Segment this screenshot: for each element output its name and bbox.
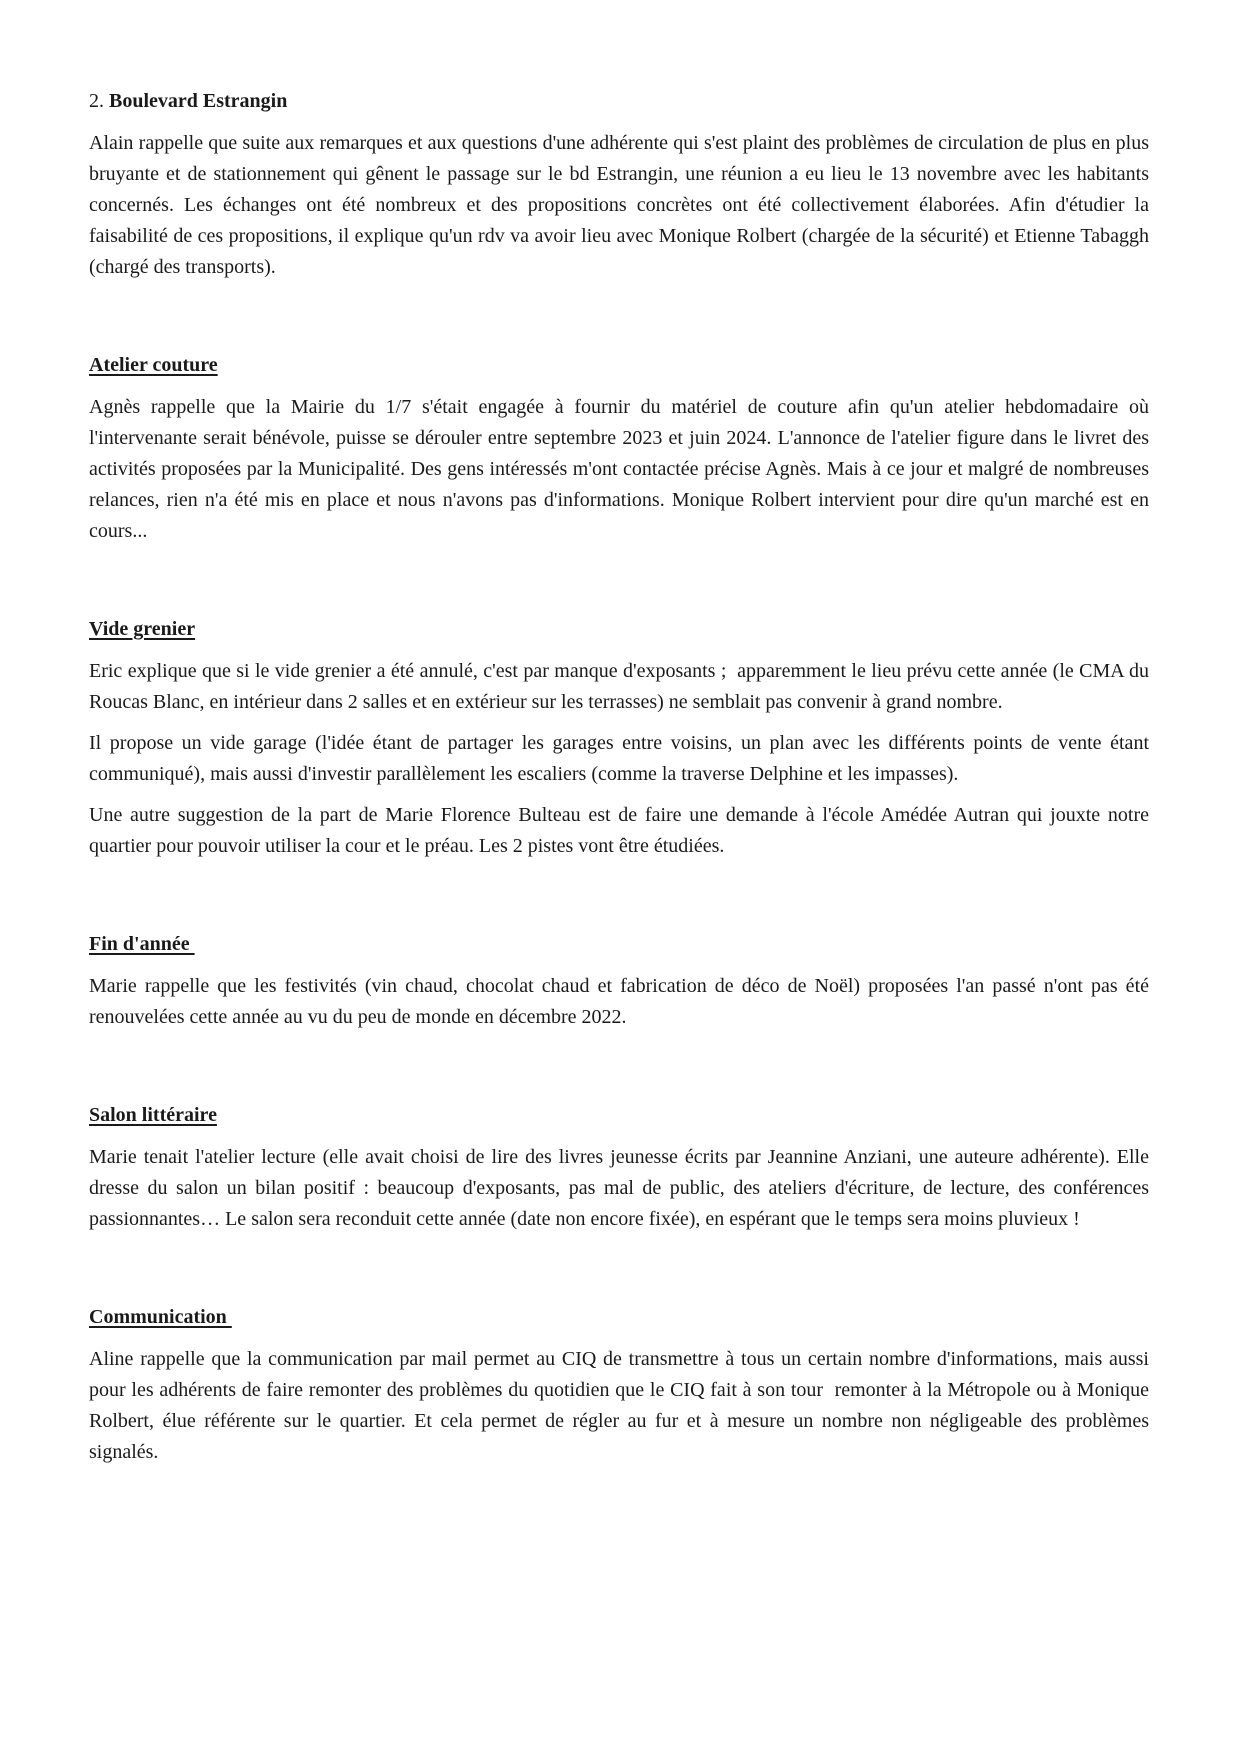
paragraph: Alain rappelle que suite aux remarques et aux questions d'une adhérente qui s'est plaint des problèmes de circulation de plus en plus bruyante et de stationnement qui gênent le passage sur le bd Estrangin, une réunion a eu lieu le 13 novembre avec les habitants concernés. Les échanges ont été nombreux et des propositions concrètes ont été collectivement élaborées. Afin d'étudier la faisabilité de ces propositions, il explique qu'un rdv va avoir lieu avec Monique Rolbert (chargée de la sécurité) et Etienne Tabaggh (chargé des transports). [89,132,1154,278]
section-number: 2. [89,90,104,112]
paragraph: Il propose un vide garage (l'idée étant de partager les garages entre voisins, un plan avec les différents points de vente étant communiqué), mais aussi d'investir parallèlement les escaliers (comme la traverse Delphine et les impasses). [89,732,1154,785]
section-title: Salon littéraire [89,1104,217,1126]
paragraph: Aline rappelle que la communication par mail permet au CIQ de transmettre à tous un certain nombre d'informations, mais aussi pour les adhérents de faire remonter des problèmes du quotidien que le CIQ fait à son tour remonter à la Métropole ou à Monique Rolbert, élue référente sur le quartier. Et cela permet de régler au fur et à mesure un nombre non négligeable des problèmes signalés. [89,1348,1154,1463]
section-boulevard-estrangin [89,86,1154,283]
section-title: Boulevard Estrangin [109,90,288,112]
paragraph: Marie rappelle que les festivités (vin chaud, chocolat chaud et fabrication de déco de Noël) proposées l'an passé n'ont pas été renouvelées cette année au vu du peu de monde en décembre 2022. [89,975,1154,1028]
section-communication [89,1302,1154,1468]
section-title: Communication [89,1306,232,1328]
paragraph: Agnès rappelle que la Mairie du 1/7 s'était engagée à fournir du matériel de couture afin qu'un atelier hebdomadaire où l'intervenante serait bénévole, puisse se dérouler entre septembre 2023 et juin 2024. L'annonce de l'atelier figure dans le livret des activités proposées par la Municipalité. Des gens intéressés m'ont contactée précise Agnès. Mais à ce jour et malgré de nombreuses relances, rien n'a été mis en place et nous n'avons pas d'informations. Monique Rolbert intervient pour dire qu'un marché est en cours... [89,396,1154,542]
section-heading [89,86,1149,116]
document-page [89,86,1154,1478]
paragraph: Eric explique que si le vide grenier a été annulé, c'est par manque d'exposants ; apparemment le lieu prévu cette année (le CMA du Roucas Blanc, en intérieur dans 2 salles et en extérieur sur les terrasses) ne semblait pas convenir à grand nombre. [89,660,1154,713]
section-title: Fin d'année [89,933,195,955]
section-title: Vide grenier [89,618,196,640]
paragraph: Marie tenait l'atelier lecture (elle avait choisi de lire des livres jeunesse écrits par Jeannine Anziani, une auteure adhérente). Elle dresse du salon un bilan positif : beaucoup d'exposants, pas mal de public, des ateliers d'écriture, de lecture, des conférences passionnantes… Le salon sera reconduit cette année (date non encore fixée), en espérant que le temps sera moins pluvieux ! [89,1146,1154,1230]
section-fin-d-annee [89,929,1154,1033]
section-atelier-couture [89,350,1154,547]
section-vide-grenier [89,614,1154,862]
section-salon-litteraire [89,1100,1154,1235]
section-title: Atelier couture [89,354,218,376]
paragraph: Une autre suggestion de la part de Marie Florence Bulteau est de faire une demande à l'école Amédée Autran qui jouxte notre quartier pour pouvoir utiliser la cour et le préau. Les 2 pistes vont être étudiées. [89,804,1154,857]
